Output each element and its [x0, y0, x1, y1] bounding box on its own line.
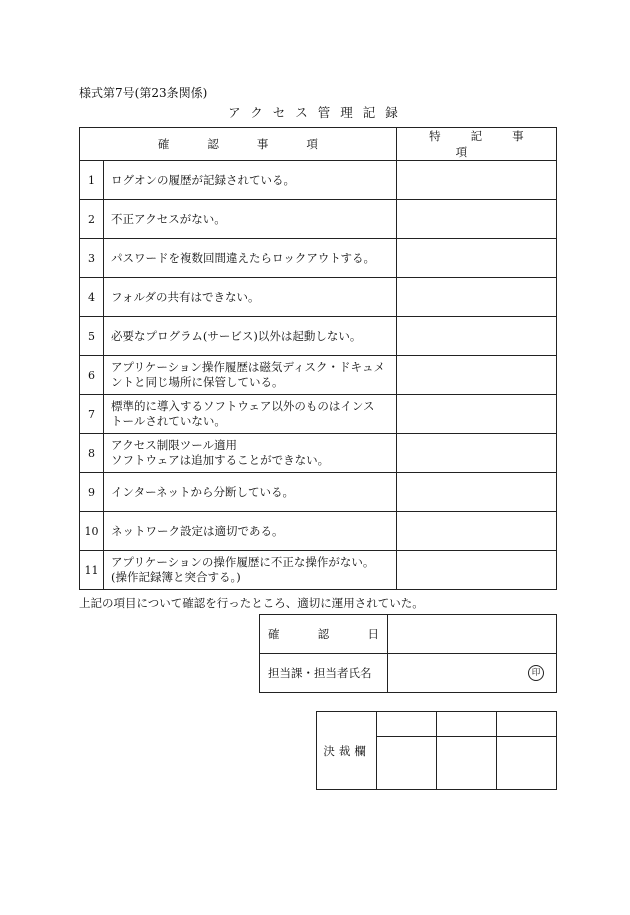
row-number: 10 — [80, 512, 104, 551]
approval-title-cell-1[interactable] — [377, 712, 437, 737]
confirmation-table — [259, 614, 557, 693]
special-note-cell[interactable] — [396, 161, 556, 200]
item-line: 不正アクセスがない。 — [111, 211, 226, 226]
confirmation-item — [104, 551, 397, 590]
checklist-row — [80, 395, 557, 434]
row-number: 4 — [80, 278, 104, 317]
item-line: ネットワーク設定は適切である。 — [111, 523, 284, 538]
approval-stamp-cell-2[interactable] — [437, 737, 497, 790]
special-note-cell[interactable] — [396, 512, 556, 551]
confirmation-statement: 上記の項目について確認を行ったところ、適切に運用されていた。 — [79, 596, 424, 610]
special-note-cell[interactable] — [396, 317, 556, 356]
form-number: 様式第7号(第23条関係) — [79, 86, 208, 100]
checklist-row — [80, 200, 557, 239]
item-line: ソフトウェアは追加することができない。 — [111, 453, 330, 467]
person-in-charge-field[interactable] — [388, 654, 557, 693]
row-number: 7 — [80, 395, 104, 434]
confirmation-item — [104, 434, 397, 473]
special-note-cell[interactable] — [396, 239, 556, 278]
approval-label: 決裁欄 — [317, 712, 377, 790]
item-line: (操作記録簿と突合する。) — [111, 570, 241, 584]
checklist-table — [79, 127, 557, 590]
row-number: 9 — [80, 473, 104, 512]
confirmation-item — [104, 239, 397, 278]
approval-table — [316, 711, 557, 790]
item-line: フォルダの共有はできない。 — [111, 289, 260, 304]
checklist-header-row — [80, 128, 557, 161]
special-note-cell[interactable] — [396, 395, 556, 434]
special-note-cell[interactable] — [396, 200, 556, 239]
item-line: ントと同じ場所に保管している。 — [111, 375, 284, 389]
checklist-row — [80, 356, 557, 395]
confirmation-item — [104, 356, 397, 395]
item-line: アプリケーション操作履歴は磁気ディスク・ドキュメ — [111, 360, 385, 374]
confirmation-item — [104, 278, 397, 317]
approval-stamp-cell-1[interactable] — [377, 737, 437, 790]
form-title: アクセス管理記録 — [228, 105, 408, 120]
item-line: パスワードを複数回間違えたらロックアウトする。 — [111, 250, 375, 265]
special-note-cell[interactable] — [396, 278, 556, 317]
approval-title-cell-2[interactable] — [437, 712, 497, 737]
header-special-notes: 特記事項 — [396, 128, 556, 161]
confirmation-item — [104, 317, 397, 356]
item-line: 必要なプログラム(サービス)以外は起動しない。 — [111, 328, 362, 343]
special-note-cell[interactable] — [396, 473, 556, 512]
checklist-row — [80, 551, 557, 590]
confirmation-date-label: 確 認 日 — [260, 615, 388, 654]
checklist-row — [80, 239, 557, 278]
checklist-row — [80, 317, 557, 356]
special-note-cell[interactable] — [396, 434, 556, 473]
row-number: 2 — [80, 200, 104, 239]
confirmation-item — [104, 395, 397, 434]
item-line: アプリケーションの操作履歴に不正な操作がない。 — [111, 555, 375, 569]
confirmation-item — [104, 200, 397, 239]
header-confirm-items: 確認事項 — [80, 128, 397, 161]
item-line: ログオンの履歴が記録されている。 — [111, 172, 296, 187]
row-number: 11 — [80, 551, 104, 590]
checklist-row — [80, 434, 557, 473]
row-number: 6 — [80, 356, 104, 395]
item-line: アクセス制限ツール適用 — [111, 438, 237, 452]
special-note-cell[interactable] — [396, 551, 556, 590]
item-line: インターネットから分断している。 — [111, 484, 295, 499]
person-in-charge-label: 担当課・担当者氏名 — [260, 654, 388, 693]
confirmation-item — [104, 161, 397, 200]
row-number: 5 — [80, 317, 104, 356]
confirmation-date-field[interactable] — [388, 615, 557, 654]
row-number: 8 — [80, 434, 104, 473]
checklist-row — [80, 278, 557, 317]
item-line: 標準的に導入するソフトウェア以外のものはインス — [111, 399, 375, 413]
row-number: 1 — [80, 161, 104, 200]
confirmation-item — [104, 473, 397, 512]
item-line: トールされていない。 — [111, 414, 226, 428]
checklist-row — [80, 512, 557, 551]
approval-stamp-cell-3[interactable] — [497, 737, 557, 790]
checklist-row — [80, 161, 557, 200]
seal-mark: 印 — [528, 665, 544, 681]
checklist-row — [80, 473, 557, 512]
approval-title-cell-3[interactable] — [497, 712, 557, 737]
confirmation-item — [104, 512, 397, 551]
row-number: 3 — [80, 239, 104, 278]
special-note-cell[interactable] — [396, 356, 556, 395]
